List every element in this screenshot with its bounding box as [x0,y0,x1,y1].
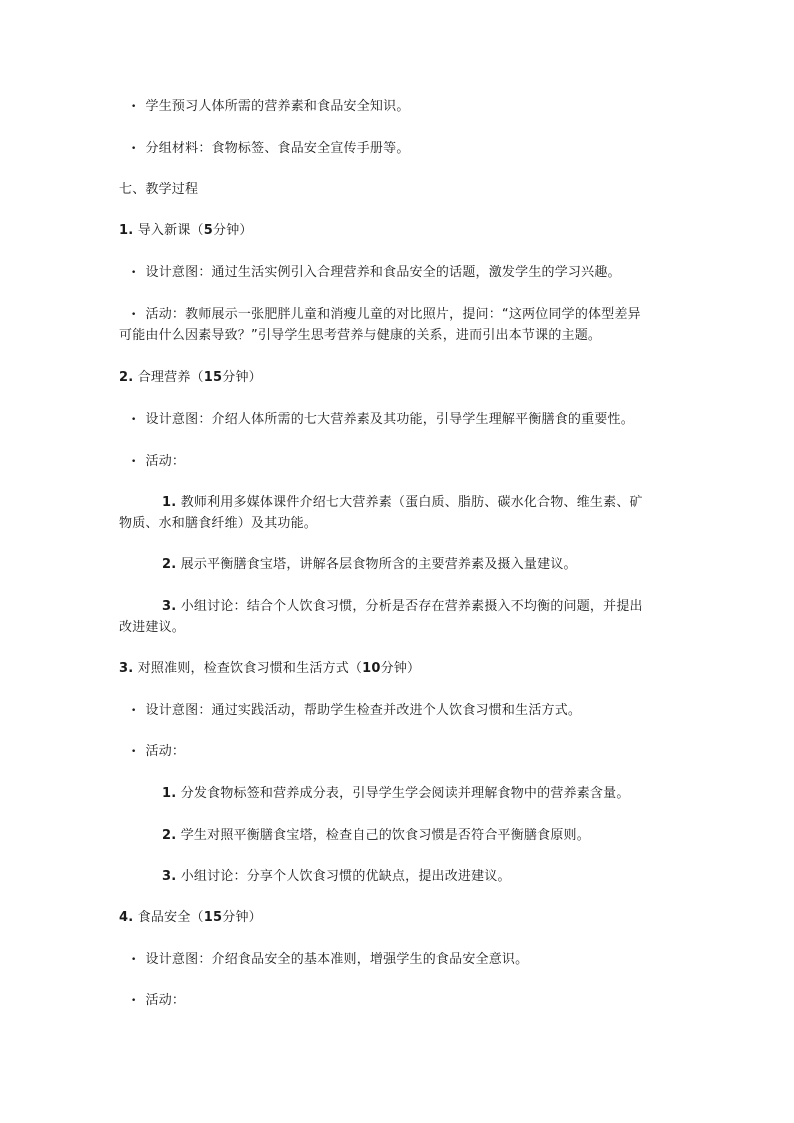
bullet-continuation: 可能由什么因素导致？”引导学生思考营养与健康的关系，进而引出本节课的主题。 [119,328,602,343]
bullet-text: 学生预习人体所需的营养素和食品安全知识。 [145,99,410,114]
bullet-dot-icon: • [131,310,137,320]
heading-title-end: 分钟） [380,661,421,676]
bullet-item [131,409,634,431]
bullet-dot-icon: • [131,415,137,425]
bullet-dot-icon: • [131,102,137,112]
bullet-text: 分组材料：食物标签、食品安全宣传手册等。 [145,141,410,156]
item-text: 教师利用多媒体课件介绍七大营养素（蛋白质、脂肪、碳水化合物、维生素、矿 [180,495,643,510]
bullet-item [131,990,185,1012]
heading-duration: 10 [362,661,381,676]
bullet-text: 活动： [145,993,186,1008]
heading-title-end: 分钟） [222,910,262,925]
item-text: 小组讨论：分享个人饮食习惯的优缺点，提出改进建议。 [180,869,511,884]
bullet-text: 活动： [145,454,186,469]
bullet-item [131,741,185,763]
bullet-dot-icon: • [131,955,137,965]
heading-number: 2. [119,370,134,385]
subsection-heading-4 [119,907,262,929]
heading-duration: 15 [203,370,223,385]
heading-title: 导入新课（ [137,223,204,238]
numbered-item [162,866,511,888]
bullet-dot-icon: • [131,996,137,1006]
numbered-item [162,825,590,847]
numbered-item [162,783,630,805]
subsection-heading-1 [119,220,253,242]
numbered-item [162,596,643,618]
item-continuation: 改进建议。 [119,620,186,635]
subsection-heading-3 [119,658,420,680]
bullet-text: 活动：教师展示一张肥胖儿童和消瘦儿童的对比照片，提问：“这两位同学的体型差异 [145,307,641,322]
bullet-dot-icon: • [131,706,137,716]
item-text: 分发食物标签和营养成分表，引导学生学会阅读并理解食物中的营养素含量。 [180,786,630,801]
numbered-item [162,554,577,576]
heading-title: 对照准则，检查饮食习惯和生活方式（ [137,661,363,676]
heading-title: 合理营养（ [137,370,204,385]
item-number: 1. [162,495,177,510]
heading-title: 食品安全（ [137,910,204,925]
item-number: 3. [162,599,177,614]
bullet-text: 设计意图：通过实践活动，帮助学生检查并改进个人饮食习惯和生活方式。 [145,703,582,718]
heading-duration: 5 [203,223,213,238]
bullet-item [131,949,528,971]
heading-title-end: 分钟） [213,223,253,238]
bullet-item [131,700,581,722]
item-number: 2. [162,828,177,843]
bullet-text: 设计意图：通过生活实例引入合理营养和食品安全的话题，激发学生的学习兴趣。 [145,265,621,280]
heading-number: 3. [119,661,134,676]
section-heading: 七、教学过程 [119,182,199,197]
item-number: 1. [162,786,177,801]
item-text: 展示平衡膳食宝塔，讲解各层食物所含的主要营养素及摄入量建议。 [180,557,577,572]
heading-number: 1. [119,223,134,238]
bullet-text: 活动： [145,744,186,759]
bullet-dot-icon: • [131,457,137,467]
item-text: 小组讨论：结合个人饮食习惯，分析是否存在营养素摄入不均衡的问题，并提出 [180,599,643,614]
heading-title-end: 分钟） [222,370,262,385]
bullet-item [131,304,641,326]
bullet-text: 设计意图：介绍人体所需的七大营养素及其功能，引导学生理解平衡膳食的重要性。 [145,412,634,427]
item-continuation: 物质、水和膳食纤维）及其功能。 [119,516,318,531]
bullet-item [131,138,410,160]
bullet-item [131,262,621,284]
heading-number: 4. [119,910,134,925]
bullet-dot-icon: • [131,747,137,757]
numbered-item [162,492,643,514]
bullet-dot-icon: • [131,144,137,154]
bullet-dot-icon: • [131,268,137,278]
item-number: 3. [162,869,177,884]
item-text: 学生对照平衡膳食宝塔，检查自己的饮食习惯是否符合平衡膳食原则。 [180,828,590,843]
bullet-text: 设计意图：介绍食品安全的基本准则，增强学生的食品安全意识。 [145,952,529,967]
heading-duration: 15 [203,910,223,925]
item-number: 2. [162,557,177,572]
bullet-item [131,96,410,118]
subsection-heading-2 [119,367,262,389]
bullet-item [131,451,185,473]
